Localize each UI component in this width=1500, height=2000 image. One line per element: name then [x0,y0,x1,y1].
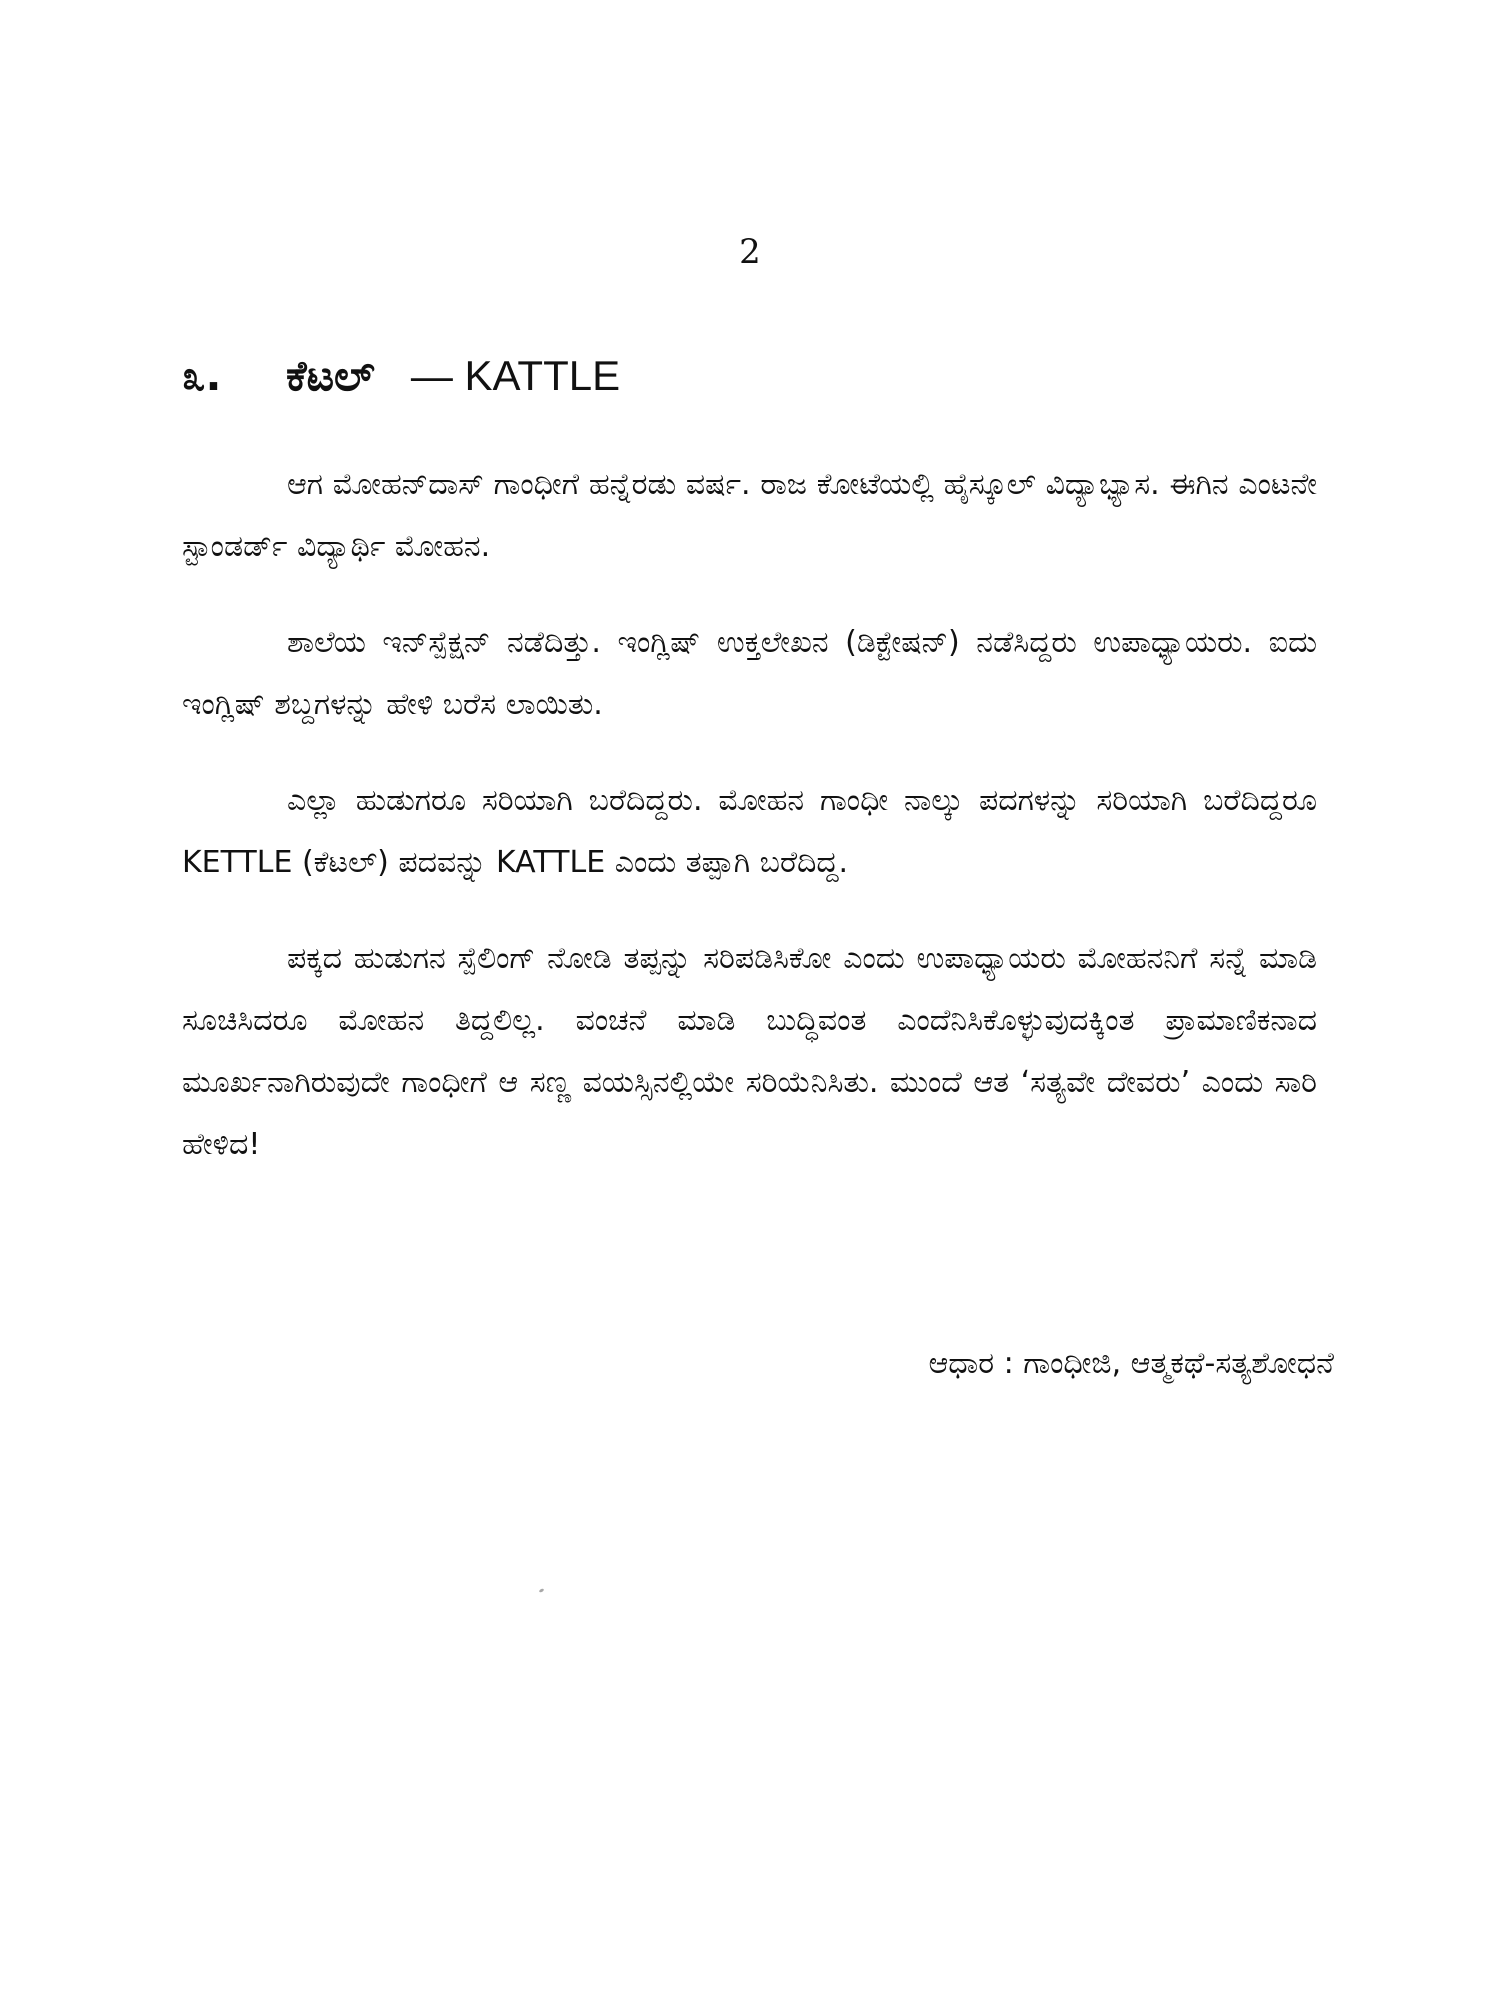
chapter-number: ೩. [182,351,222,400]
source-citation: ಆಧಾರ : ಗಾಂಧೀಜಿ, ಆತ್ಮಕಥೆ-ಸತ್ಯಶೋಧನೆ [928,1346,1334,1381]
paragraph: ಪಕ್ಕದ ಹುಡುಗನ ಸ್ಪೆಲಿಂಗ್ ನೋಡಿ ತಪ್ಪನ್ನು ಸರಿಪಡಿಸಿಕೋ ಎಂದು ಉಪಾಧ್ಯಾಯರು ಮೋಹನನಿಗೆ ಸನ್ನೆ ಮಾಡಿ ಸೂಚಿಸಿದರೂ ಮೋಹನ ತಿದ್ದಲಿಲ್ಲ. ವಂಚನೆ ಮಾಡಿ ಬುದ್ಧಿವಂತ ಎಂದೆನಿಸಿಕೊಳ್ಳುವುದಕ್ಕಿಂತ ಪ್ರಾಮಾಣಿಕನಾದ ಮೂರ್ಖನಾಗಿರುವುದೇ ಗಾಂಧೀಗೆ ಆ ಸಣ್ಣ ವಯಸ್ಸಿನಲ್ಲಿಯೇ ಸರಿಯೆನಿಸಿತು. ಮುಂದೆ ಆತ ‘ಸತ್ಯವೇ ದೇವರು’ ಎಂದು ಸಾರಿ ಹೇಳಿದ! [182,941,1317,1162]
scan-artifact [539,1588,545,1593]
paragraph: ಶಾಲೆಯ ಇನ್‌ಸ್ಪೆಕ್ಷನ್ ನಡೆದಿತ್ತು. ಇಂಗ್ಲಿಷ್ ಉಕ್ತಲೇಖನ (ಡಿಕ್ಟೇಷನ್) ನಡೆಸಿದ್ದರು ಉಪಾಧ್ಯಾಯರು. ಐದು ಇಂಗ್ಲಿಷ್ ಶಬ್ದಗಳನ್ನು ಹೇಳಿ ಬರೆಸ ಲಾಯಿತು. [182,625,1317,722]
page-number: 2 [739,232,761,272]
chapter-heading [182,348,1332,404]
paragraph: ಎಲ್ಲಾ ಹುಡುಗರೂ ಸರಿಯಾಗಿ ಬರೆದಿದ್ದರು. ಮೋಹನ ಗಾಂಧೀ ನಾಲ್ಕು ಪದಗಳನ್ನು ಸರಿಯಾಗಿ ಬರೆದಿದ್ದರೂ KETTLE (ಕೆಟಲ್) ಪದವನ್ನು KATTLE ಎಂದು ತಪ್ಪಾಗಿ ಬರೆದಿದ್ದ. [182,783,1317,880]
paragraph: ಆಗ ಮೋಹನ್‌ದಾಸ್ ಗಾಂಧೀಗೆ ಹನ್ನೆರಡು ವರ್ಷ. ರಾಜ ಕೋಟೆಯಲ್ಲಿ ಹೈಸ್ಕೂಲ್ ವಿದ್ಯಾಭ್ಯಾಸ. ಈಗಿನ ಎಂಟನೇ ಸ್ಟಾಂಡರ್ಡ್ ವಿದ್ಯಾರ್ಥಿ ಮೋಹನ. [182,467,1317,564]
chapter-title-kannada: ಕೆಟಲ್ [286,351,375,400]
chapter-title-english: — KATTLE [410,352,621,399]
story-body [182,454,1317,1210]
